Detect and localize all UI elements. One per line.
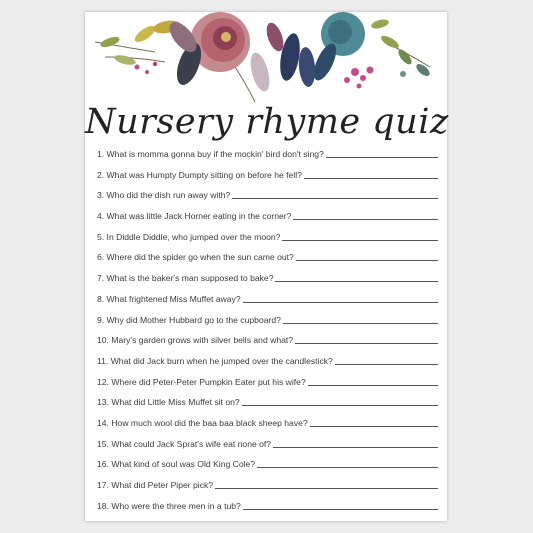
question-text: 14. How much wool did the baa baa black sheep have? bbox=[97, 417, 308, 428]
question-item bbox=[97, 356, 438, 377]
magenta-sprig bbox=[344, 67, 374, 89]
answer-line[interactable] bbox=[232, 198, 438, 199]
answer-line[interactable] bbox=[215, 488, 438, 489]
question-item bbox=[97, 232, 438, 253]
question-text: 1. What is momma gonna buy if the mockin' bird don't sing? bbox=[97, 149, 324, 159]
page-title: Nursery rhyme quiz bbox=[85, 102, 449, 142]
answer-line[interactable] bbox=[243, 302, 438, 303]
question-item bbox=[97, 273, 438, 294]
question-text: 17. What did Peter Piper pick? bbox=[97, 480, 214, 490]
question-text: 2. What was Humpty Dumpty sitting on before he fell? bbox=[97, 169, 302, 180]
answer-line[interactable] bbox=[243, 509, 438, 510]
answer-line[interactable] bbox=[242, 405, 438, 406]
leaf-cluster-left bbox=[99, 19, 182, 74]
answer-line[interactable] bbox=[283, 323, 438, 324]
question-text: 3. Who did the dish run away with? bbox=[97, 190, 231, 201]
answer-line[interactable] bbox=[275, 281, 438, 282]
answer-line[interactable] bbox=[308, 385, 438, 386]
answer-line[interactable] bbox=[310, 426, 438, 427]
answer-line[interactable] bbox=[326, 157, 438, 158]
question-item bbox=[97, 190, 438, 211]
question-text: 13. What did Little Miss Muffet sit on? bbox=[97, 397, 240, 408]
question-item bbox=[97, 501, 438, 522]
question-text: 12. Where did Peter-Peter Pumpkin Eater put his wife? bbox=[97, 376, 306, 387]
question-item bbox=[97, 377, 438, 398]
answer-line[interactable] bbox=[335, 364, 438, 365]
question-text: 7. What is the baker's man supposed to bake? bbox=[97, 273, 274, 284]
answer-line[interactable] bbox=[296, 260, 438, 261]
quiz-card bbox=[85, 12, 447, 521]
question-text: 9. Why did Mother Hubbard go to the cupboard? bbox=[97, 314, 281, 325]
question-item bbox=[97, 170, 438, 191]
navy-leaves bbox=[263, 21, 316, 88]
leaf-cluster-right bbox=[370, 18, 431, 78]
question-item bbox=[97, 252, 438, 273]
answer-line[interactable] bbox=[293, 219, 438, 220]
question-text: 16. What kind of soul was Old King Cole? bbox=[97, 459, 256, 470]
answer-line[interactable] bbox=[304, 178, 438, 179]
answer-line[interactable] bbox=[257, 467, 438, 468]
answer-line[interactable] bbox=[295, 343, 438, 344]
question-list bbox=[97, 149, 438, 521]
rose-flower bbox=[165, 12, 273, 93]
question-item bbox=[97, 335, 438, 356]
question-text: 5. In Diddle Diddle, who jumped over the moon? bbox=[97, 231, 281, 242]
answer-line[interactable] bbox=[282, 240, 438, 241]
question-item bbox=[97, 418, 438, 439]
question-item bbox=[97, 315, 438, 336]
question-item bbox=[97, 211, 438, 232]
question-text: 11. What did Jack burn when he jumped over the candlestick? bbox=[97, 355, 333, 366]
question-text: 6. Where did the spider go when the sun came out? bbox=[97, 252, 294, 263]
answer-line[interactable] bbox=[273, 447, 438, 448]
question-item bbox=[97, 149, 438, 170]
question-item bbox=[97, 294, 438, 315]
question-text: 15. What could Jack Sprat's wife eat none of? bbox=[97, 438, 272, 449]
question-item bbox=[97, 459, 438, 480]
question-text: 10. Mary's garden grows with silver bells and what? bbox=[97, 335, 294, 346]
question-item bbox=[97, 397, 438, 418]
question-item bbox=[97, 480, 438, 501]
floral-decoration bbox=[85, 12, 447, 112]
question-text: 8. What frightened Miss Muffet away? bbox=[97, 293, 241, 304]
question-item bbox=[97, 439, 438, 460]
question-text: 4. What was little Jack Horner eating in the corner? bbox=[97, 211, 292, 222]
question-text: 18. Who were the three men in a tub? bbox=[97, 500, 241, 511]
